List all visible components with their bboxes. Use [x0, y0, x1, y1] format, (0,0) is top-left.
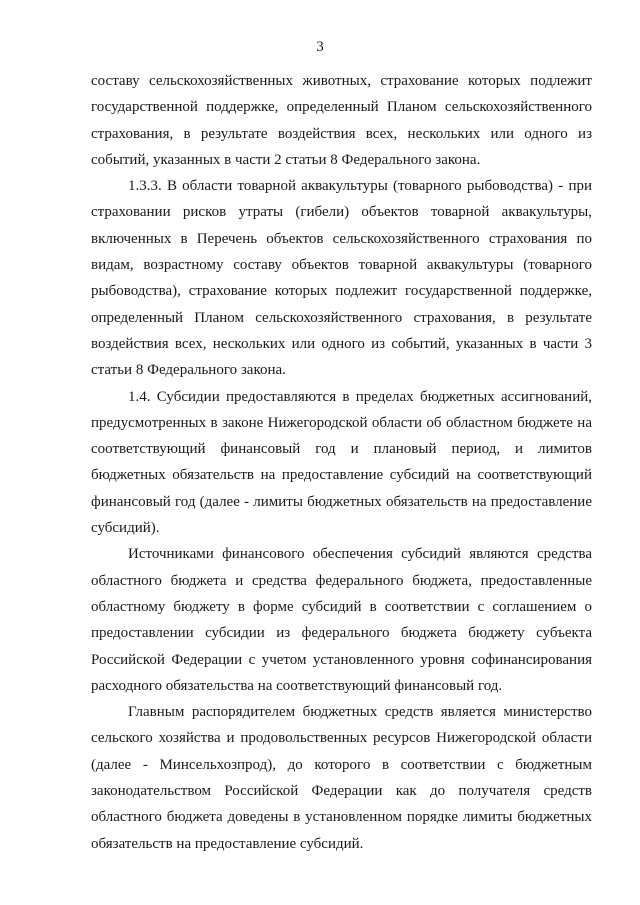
text-line: законодательством Российской Федерации как до получателя средств — [91, 783, 592, 800]
text-line: областного бюджета доведены в установленном порядке лимиты бюджетных — [91, 809, 592, 826]
text-line: рыбоводства), страхование которых подлежит государственной поддержке, — [91, 283, 592, 300]
text-line: составу сельскохозяйственных животных, страхование которых подлежит — [91, 73, 592, 89]
text-line: 1.3.3. В области товарной аквакультуры (товарного рыбоводства) - при — [128, 178, 592, 195]
paragraph-funding-sources — [91, 541, 592, 699]
text-line: включенных в Перечень объектов сельскохозяйственного страхования по — [91, 230, 592, 247]
text-line: предусмотренных в законе Нижегородской области об областном бюджете на — [91, 414, 592, 431]
text-line: Российской Федерации с учетом установленного уровня софинансирования — [91, 651, 592, 668]
text-line: воздействия всех, нескольких или одного из событий, указанных в части 3 — [91, 335, 592, 352]
text-line: сельского хозяйства и продовольственных ресурсов Нижегородской области — [91, 730, 592, 747]
text-line: событий, указанных в части 2 статьи 8 Федерального закона. — [91, 151, 481, 168]
text-line: видам, возрастному составу объектов товарной аквакультуры (товарного — [91, 257, 592, 274]
page-number: 3 — [316, 39, 324, 55]
paragraph-main-manager — [91, 699, 592, 857]
text-line: расходного обязательства на соответствующий финансовый год. — [91, 677, 503, 694]
text-line: предоставлении субсидии из федерального бюджета бюджету субъекта — [91, 625, 592, 642]
text-line: (далее - Минсельхозпрод), до которого в соответствии с бюджетным — [91, 756, 592, 773]
text-line: страховании рисков утраты (гибели) объектов товарной аквакультуры, — [91, 204, 592, 221]
paragraph-livestock-continuation — [91, 68, 592, 173]
paragraph-1-4-subsidies — [91, 384, 592, 542]
text-line: областного бюджета и средства федерального бюджета, предоставленные — [91, 572, 592, 589]
text-line: обязательств на предоставление субсидий. — [91, 835, 364, 852]
text-line: субсидий). — [91, 520, 160, 537]
paragraph-1-3-3-aquaculture — [91, 173, 592, 383]
text-line: определенный Планом сельскохозяйственного страхования, в результате — [91, 309, 592, 326]
text-line: Источниками финансового обеспечения субсидий являются средства — [128, 546, 592, 563]
text-line: 1.4. Субсидии предоставляются в пределах бюджетных ассигнований, — [128, 388, 592, 405]
text-line: соответствующий финансовый год и плановый период, и лимитов — [91, 441, 592, 458]
text-line: Главным распорядителем бюджетных средств является министерство — [128, 704, 592, 721]
text-line: страхования, в результате воздействия всех, нескольких или одного из — [91, 125, 592, 142]
text-line: областному бюджету в форме субсидий в соответствии с соглашением о — [91, 598, 592, 615]
text-line: финансовый год (далее - лимиты бюджетных обязательств на предоставление — [91, 493, 592, 510]
text-line: бюджетных обязательств на предоставление субсидий на соответствующий — [91, 467, 592, 484]
text-line: государственной поддержке, определенный Планом сельскохозяйственного — [91, 99, 592, 116]
text-line: статьи 8 Федерального закона. — [91, 362, 286, 379]
document-body — [91, 68, 592, 857]
